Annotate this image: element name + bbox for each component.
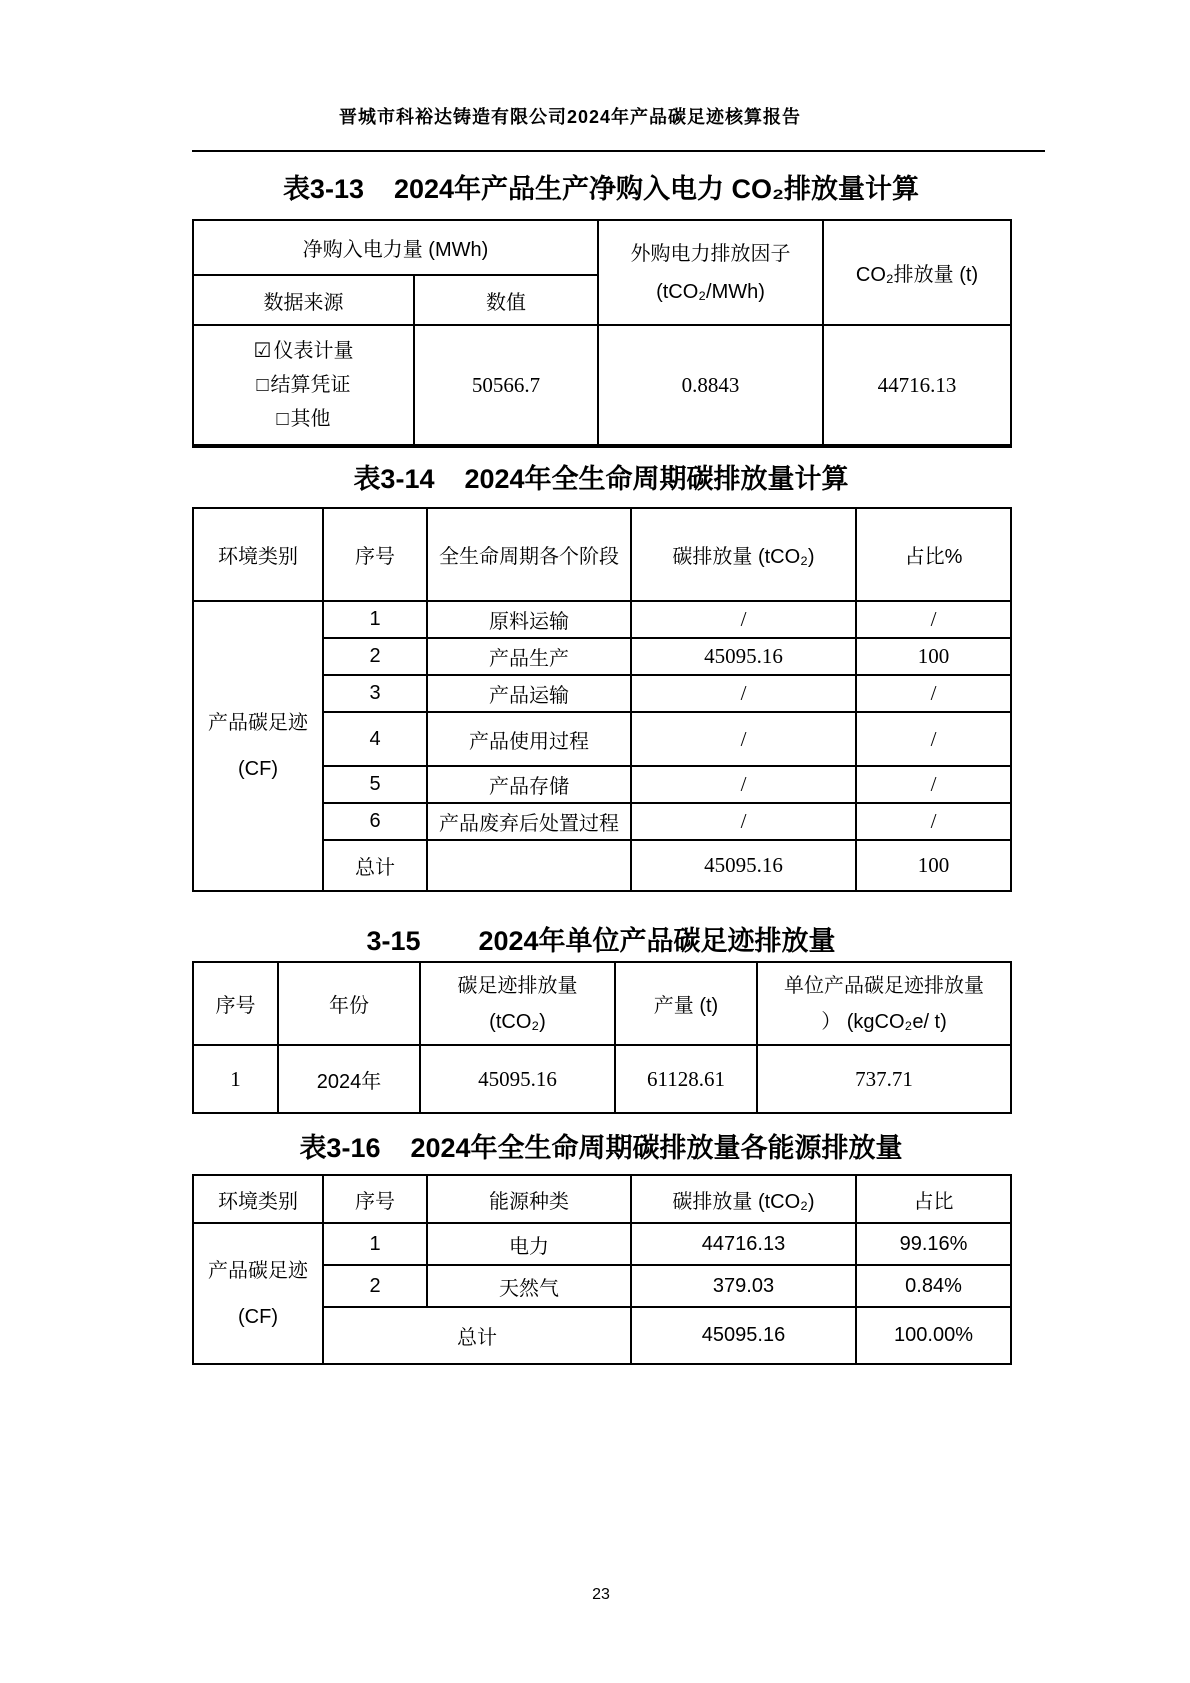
table15-title [192,924,1010,958]
table14-col-share: 占比% [856,508,1011,601]
table15-col-unit-line1: 单位产品碳足迹排放量 [784,974,984,997]
row-unit: 737.71 [757,1045,1011,1113]
row-emission: / [631,675,856,712]
data-source-option-label: 结算凭证 [270,374,351,396]
header-rule [192,150,1045,152]
row-share: 99.16% [856,1223,1011,1265]
table14-total-label: 总计 [323,840,427,891]
table14 [192,507,1012,892]
table16-col-share: 占比 [856,1175,1011,1223]
table15-col-no: 序号 [193,962,278,1045]
page-content [192,172,1010,1365]
checkbox-unchecked-icon: □ [276,408,289,430]
row-no: 1 [323,601,427,638]
table16-col-category: 环境类别 [193,1175,323,1223]
data-source-option [194,402,413,436]
table15-col-emission-line1: 碳足迹排放量 [457,974,578,997]
category-line1: 产品碳足迹 [208,1259,308,1282]
table15-title-text: 2024年单位产品碳足迹排放量 [478,926,836,956]
table13-col-co2: CO₂排放量 (t) [823,220,1011,325]
table15-col-unit-line2: ） (kgCO₂e/ t) [821,1010,947,1033]
table13 [192,219,1012,448]
table16-col-emission: 碳排放量 (tCO₂) [631,1175,856,1223]
row-emission: / [631,803,856,840]
row-no: 3 [323,675,427,712]
table16-col-energy: 能源种类 [427,1175,631,1223]
table14-title-text: 2024年全生命周期碳排放量计算 [464,464,849,494]
row-no: 2 [323,638,427,675]
table13-col-factor [598,220,823,325]
page-header-text: 晋城市科裕达铸造有限公司2024年产品碳足迹核算报告 [338,107,802,127]
table14-title-label: 表3-14 [353,464,435,494]
table13-title [192,172,1010,206]
row-stage: 产品生产 [427,638,631,675]
table14-total-share: 100 [856,840,1011,891]
row-stage: 原料运输 [427,601,631,638]
table13-col-value: 数值 [414,275,598,325]
table15-col-emission-line2: (tCO₂) [489,1010,546,1033]
data-source-option [194,368,413,402]
table16-title [192,1131,1010,1165]
table14-category-cell [193,601,323,891]
table13-col-source: 数据来源 [193,275,414,325]
row-share: / [856,712,1011,766]
row-year: 2024年 [278,1045,420,1113]
row-energy: 天然气 [427,1265,631,1307]
table13-source-cell [193,325,414,446]
table15 [192,961,1012,1114]
table15-col-output: 产量 (t) [615,962,757,1045]
row-stage: 产品运输 [427,675,631,712]
checkbox-unchecked-icon: □ [256,374,269,396]
category-line2: (CF) [238,758,278,780]
table16-title-label: 表3-16 [299,1133,381,1163]
table13-value-cell: 50566.7 [414,325,598,446]
table13-col-factor-line2: (tCO₂/MWh) [656,280,765,303]
page-number: 23 [592,1586,610,1603]
table15-col-emission [420,962,615,1045]
table16-total-emission: 45095.16 [631,1307,856,1364]
row-stage: 产品废弃后处置过程 [427,803,631,840]
row-share: / [856,675,1011,712]
row-share: 0.84% [856,1265,1011,1307]
table13-co2-cell: 44716.13 [823,325,1011,446]
category-line1: 产品碳足迹 [208,712,308,734]
category-line2: (CF) [238,1305,278,1328]
table13-col-factor-line1: 外购电力排放因子 [630,242,791,265]
row-share: / [856,766,1011,803]
table14-col-stage: 全生命周期各个阶段 [427,508,631,601]
table16-title-text: 2024年全生命周期碳排放量各能源排放量 [410,1133,903,1163]
data-source-option-label: 仪表计量 [273,340,354,362]
table15-col-unit [757,962,1011,1045]
row-emission: 45095.16 [631,638,856,675]
row-emission: 45095.16 [420,1045,615,1113]
checkbox-checked-icon: ☑ [253,340,272,362]
table14-total-stage-cell-empty [427,840,631,891]
row-no: 5 [323,766,427,803]
table16-col-no: 序号 [323,1175,427,1223]
table16-total-share: 100.00% [856,1307,1011,1364]
row-emission: 44716.13 [631,1223,856,1265]
row-no: 1 [323,1223,427,1265]
table14-total-emission: 45095.16 [631,840,856,891]
table15-col-year: 年份 [278,962,420,1045]
table14-col-no: 序号 [323,508,427,601]
table13-factor-cell: 0.8843 [598,325,823,446]
row-emission: 379.03 [631,1265,856,1307]
row-no: 4 [323,712,427,766]
row-stage: 产品使用过程 [427,712,631,766]
row-energy: 电力 [427,1223,631,1265]
table14-col-emission: 碳排放量 (tCO₂) [631,508,856,601]
row-no: 2 [323,1265,427,1307]
table13-col-net-power: 净购入电力量 (MWh) [193,220,598,275]
table16 [192,1174,1012,1365]
data-source-option [194,334,413,368]
table15-title-label: 3-15 [366,926,421,956]
table14-col-category: 环境类别 [193,508,323,601]
row-no: 1 [193,1045,278,1113]
row-share: 100 [856,638,1011,675]
data-source-option-label: 其他 [290,408,331,430]
row-emission: / [631,766,856,803]
table14-title [192,462,1010,496]
table16-total-label: 总计 [323,1307,631,1364]
row-stage: 产品存储 [427,766,631,803]
row-share: / [856,601,1011,638]
row-output: 61128.61 [615,1045,757,1113]
row-no: 6 [323,803,427,840]
row-share: / [856,803,1011,840]
row-emission: / [631,601,856,638]
row-emission: / [631,712,856,766]
table13-title-text: 2024年产品生产净购入电力 CO₂排放量计算 [393,174,920,204]
table13-title-label: 表3-13 [282,174,364,204]
table16-category-cell [193,1223,323,1364]
